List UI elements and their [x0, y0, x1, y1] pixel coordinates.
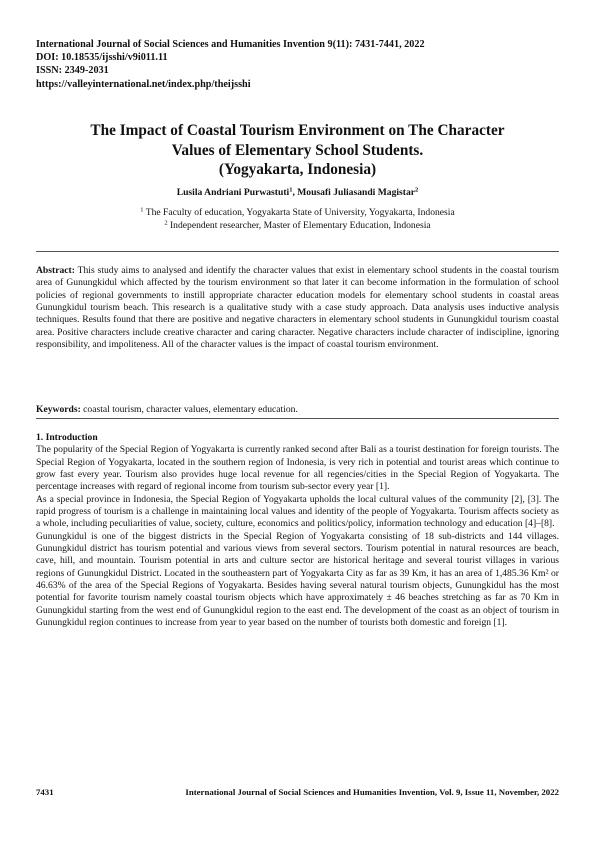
title-line-1: The Impact of Coastal Tourism Environment on The Character [90, 122, 505, 139]
keywords-text: coastal tourism, character values, elementary education. [80, 404, 298, 415]
divider-bottom [36, 418, 559, 419]
journal-citation: International Journal of Social Sciences and Humanities Invention 9(11): 7431-7441, 2022 [36, 39, 425, 50]
doi-line: DOI: 10.18535/ijsshi/v9i011.11 [36, 52, 168, 64]
author-list [36, 187, 559, 199]
paragraph: As a special province in Indonesia, the Special Region of Yogyakarta upholds the local cultural values of the community [2], [3]. The rapid progress of tourism is a challenge in maintaining local values and identity of the people of Yogyakarta. Tourism affects society as a whole, including peculiarities of value, society, culture, economics and politics/policy, information technology and education [4]–[8]. [36, 493, 559, 530]
paragraph: Gunungkidul is one of the biggest districts in the Special Region of Yogyakarta consisting of 18 sub-districts and 144 villages. Gunungkidul district has tourism potential and various views from several sectors. Tourism potential in natural resources are beach, cave, hill, and mountain. Tourism potential in arts and culture sector are historical heritage and several tourist villages in various regions of Gunungkidul District. Located in the southeastern part of Yogyakarta City as far as 39 Km, it has an area of 1,485.36 Km² or 46.63% of the area of the Special Regions of Yogyakarta. Besides having several natural tourism objects, Gunungkidul has the most potential for favorite tourism namely coastal tourism objects which have approximately ± 46 beaches stretching as far as 70 Km in Gunungkidul starting from the west end of Gunungkidul region to the east end. The development of the coast as an object of tourism in Gunungkidul region continues to increase from year to year based on the number of tourists both domestic and foreign [1]. [36, 530, 559, 629]
introduction-section [36, 432, 559, 630]
issn-line: ISSN: 2349-2031 [36, 65, 109, 77]
paragraph: The popularity of the Special Region of Yogyakarta is currently ranked second after Bali as a tourist destination for foreign tourists. The Special Region of Yogyakarta, located in the southern region of Indonesia, is very rich in potential and tourist areas which continue to grow fast every year. Tourism also provides huge local revenue for all regencies/cities in the Special Region of Yogyakarta. The percentage increases with regard of regional income from tourism sub-sector every year [1]. [36, 444, 559, 493]
affiliation-1 [36, 207, 559, 220]
footer-journal: International Journal of Social Sciences and Humanities Invention, Vol. 9, Issue 11, November, 2022 [185, 787, 559, 797]
section-heading: 1. Introduction [36, 432, 98, 443]
affiliation-1-mark: 1 [140, 206, 144, 214]
affiliation-2 [36, 220, 559, 233]
page-number: 7431 [36, 787, 54, 797]
title-line-3: (Yogyakarta, Indonesia) [218, 161, 377, 178]
affiliations [36, 207, 559, 232]
author-1-affil-mark: 1 [289, 186, 293, 194]
divider-top [36, 251, 559, 252]
title-line-2: Values of Elementary School Students. [171, 141, 424, 159]
abstract-label: Abstract: [36, 265, 75, 276]
affiliation-2-mark: 2 [164, 219, 168, 227]
author-2-name: Mousafi Juliasandi Magistar [297, 187, 416, 198]
abstract-text: This study aims to analysed and identify the character values that exist in elementary school students in the coastal tourism area of Gunungkidul which affected by the tourism environment so that later it can become information in the formulation of school policies of regional governments to instill appropriate character education models for elementary school students in coastal areas Gunungkidul tourism beach. This research is a qualitative study with a case study approach. Data analysis uses inductive analysis techniques. Results found that there are positive and negative characters in elementary school students in Gunungkidul tourism coastal area. Positive characters include creative character and caring character. Negative characters include character of indiscipline, ignoring responsibility, and impoliteness. All of the character values is the impact of coastal tourism environment. [36, 265, 559, 351]
author-1-name: Lusila Andriani Purwastuti [176, 187, 290, 198]
journal-header [36, 38, 559, 91]
author-separator: , [292, 187, 298, 198]
affiliation-2-text: Independent researcher, Master of Elementary Education, Indonesia [167, 219, 431, 231]
keywords [36, 404, 559, 416]
keywords-label: Keywords: [36, 404, 81, 415]
affiliation-1-text: The Faculty of education, Yogyakarta State of University, Yogyakarta, Indonesia [143, 207, 455, 218]
paper-title [36, 121, 559, 180]
journal-url[interactable]: https://valleyinternational.net/index.php/theijsshi [36, 78, 251, 90]
author-2-affil-mark: 2 [415, 186, 419, 194]
abstract [36, 265, 559, 351]
